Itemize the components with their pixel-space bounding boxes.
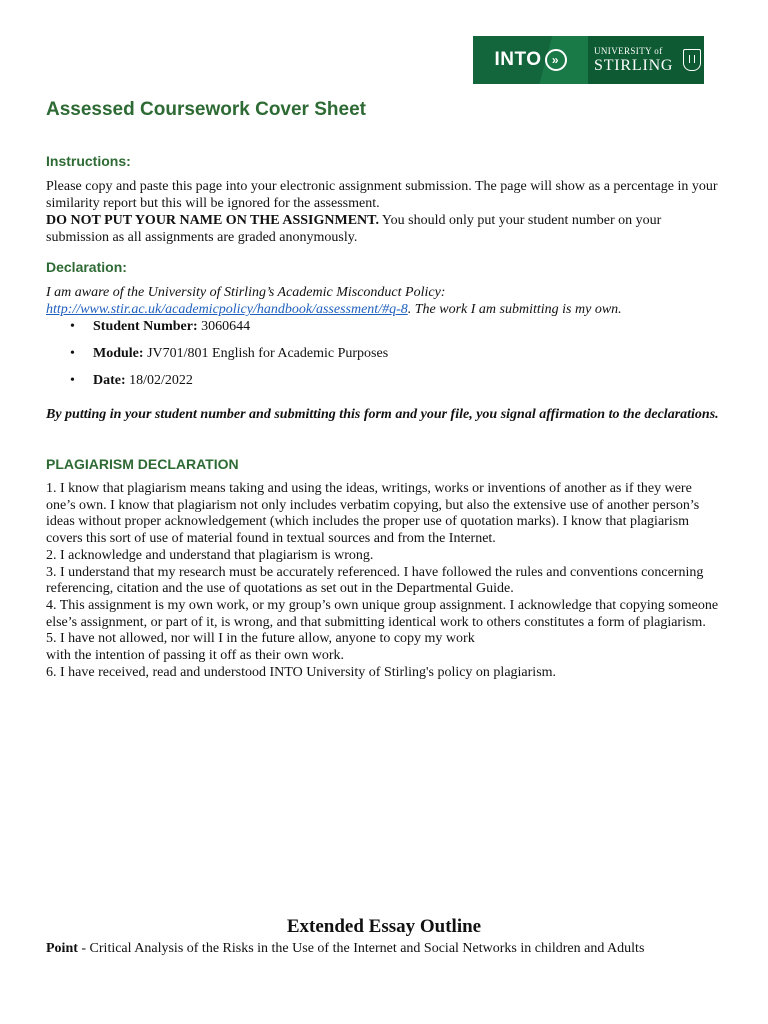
double-chevron-icon: » xyxy=(545,49,567,71)
list-item: 5. I have not allowed, nor will I in the future allow, anyone to copy my work xyxy=(46,631,475,647)
instructions-text: Please copy and paste this page into your electronic assignment submission. The page will show as a percentage in your similarity report but this will be ignored for the assessment. DO NOT PUT YOUR NAME ON THE ASSIGNMENT. You should only put your student number on your submission as all assignments are graded anonymously. xyxy=(46,179,718,245)
list-item: 1. I know that plagiarism means taking and using the ideas, writings, works or inventions of another as if they were one’s own. I know that plagiarism not only includes verbatim copying, but also the extensive use of another person’s ideas without proper acknowledgement (which includes the proper use of quotation marks). I know that plagiarism covers this sort of use of material found in textual sources and from the Internet. xyxy=(46,481,700,547)
no-name-warning: DO NOT PUT YOUR NAME ON THE ASSIGNMENT. xyxy=(46,213,379,228)
into-logo: INTO » xyxy=(473,36,588,84)
list-item-student-number: • Student Number: 3060644 xyxy=(46,318,388,345)
affirmation-text: By putting in your student number and submitting this form and your file, you signal affirmation to the declarations. xyxy=(46,407,719,422)
list-item: 6. I have received, read and understood INTO University of Stirling's policy on plagiarism. xyxy=(46,664,557,680)
plagiarism-list xyxy=(46,481,722,681)
instructions-heading: Instructions: xyxy=(46,153,131,169)
stirling-logo: UNIVERSITY of STIRLING xyxy=(588,36,704,84)
declaration-heading: Declaration: xyxy=(46,259,127,275)
page-title: Assessed Coursework Cover Sheet xyxy=(46,99,366,120)
into-stirling-logo xyxy=(473,36,704,84)
declaration-text: I am aware of the University of Stirling’s Academic Misconduct Policy: http://www.stir.ac.uk/academicpolicy/handbook/assessment/#q-8. The work I am submitting is my own. xyxy=(46,285,622,317)
list-item: 4. This assignment is my own work, or my group’s own unique group assignment. I acknowledge that copying someone else’s assignment, or part of it, is wrong, and that submitting identical work to others constitutes a form of plagiarism. xyxy=(46,597,719,630)
plagiarism-heading: PLAGIARISM DECLARATION xyxy=(46,456,239,472)
list-item: 2. I acknowledge and understand that plagiarism is wrong. xyxy=(46,547,374,563)
list-item: 3. I understand that my research must be accurately referenced. I have followed the rules and conventions concerning referencing, citation and the use of quotations as set out in the Departmental Guide. xyxy=(46,564,704,597)
list-item-module: • Module: JV701/801 English for Academic Purposes xyxy=(46,345,388,372)
outline-point: Point - Critical Analysis of the Risks in the Use of the Internet and Social Networks in children and Adults xyxy=(46,941,645,956)
academic-policy-link[interactable]: http://www.stir.ac.uk/academicpolicy/handbook/assessment/#q-8 xyxy=(46,302,408,317)
outline-title: Extended Essay Outline xyxy=(286,916,482,937)
university-crest-icon xyxy=(683,49,701,71)
list-item: with the intention of passing it off as their own work. xyxy=(46,648,344,664)
list-item-date: • Date: 18/02/2022 xyxy=(46,372,388,399)
declaration-details-list xyxy=(46,318,388,399)
